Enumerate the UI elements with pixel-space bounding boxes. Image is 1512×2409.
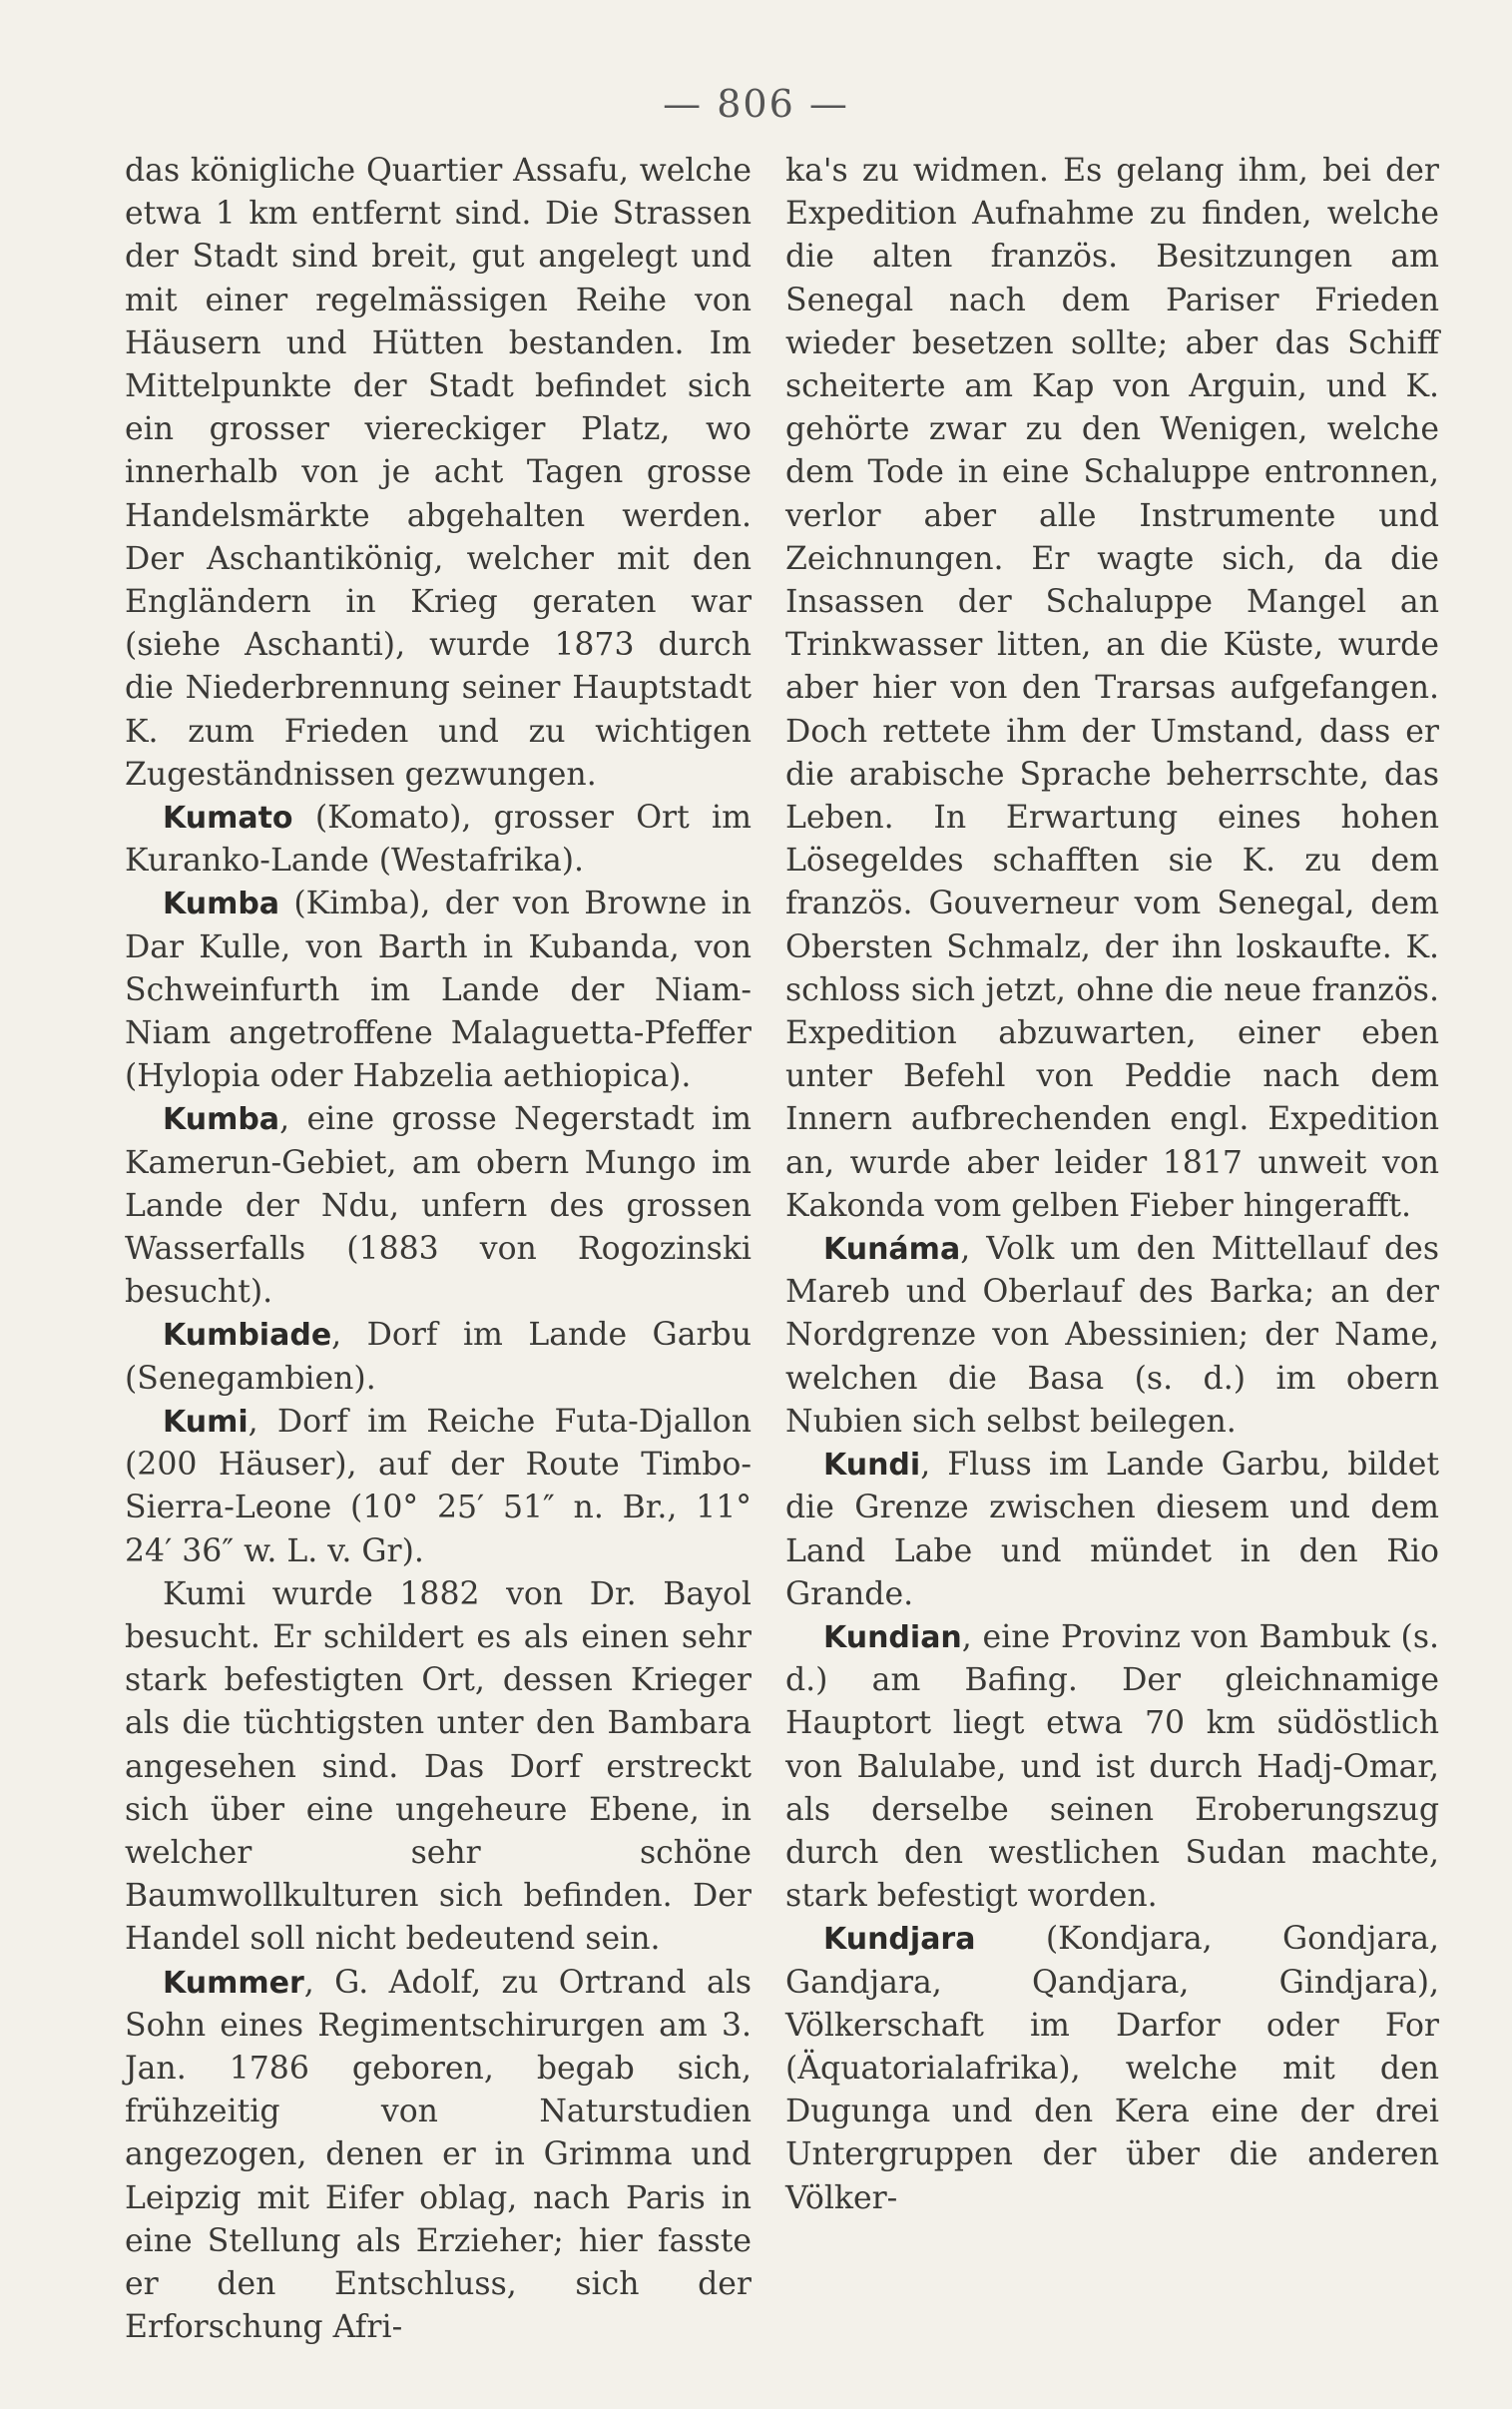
entry-kumbiade xyxy=(125,1314,752,1400)
entry-kumi-continued xyxy=(125,1573,752,1962)
headword: Kumba xyxy=(163,1102,280,1138)
headword: Kundi xyxy=(823,1448,921,1484)
headword: Kundjara xyxy=(823,1922,976,1958)
entry-continuation xyxy=(125,150,752,797)
entry-text: (Kondjara, Gondjara, Gandjara, Qandjara, Gindjara), Völkerschaft im Darfor oder For (Äquatorialafrika), welche mit den Dugunga und den Kera eine der drei Untergruppen der über die anderen Völker- xyxy=(785,1921,1439,2216)
entry-kumba-pepper xyxy=(125,883,752,1098)
page-number: — 806 — xyxy=(663,82,849,126)
entry-kumba-town xyxy=(125,1098,752,1314)
entry-text: ka's zu widmen. Es gelang ihm, bei der Expedition Aufnahme zu finden, welche die alten französ. Besitzungen am Senegal nach dem Pariser Frieden wieder besetzen sollte; aber das Schiff scheiterte am Kap von Arguin, und K. gehörte zwar zu den Wenigen, welche dem Tode in eine Schaluppe entronnen, verlor aber alle Instrumente und Zeichnungen. Er wagte sich, da die Insassen der Schaluppe Mangel an Trinkwasser litten, an die Küste, wurde aber hier von den Trarsas aufgefangen. Doch rettete ihm der Umstand, dass er die arabische Sprache beherrschte, das Leben. In Erwartung eines hohen Lösegeldes schafften sie K. zu dem französ. Gouverneur vom Senegal, dem Obersten Schmalz, der ihn loskaufte. K. schloss sich jetzt, ohne die neue französ. Expedition abzuwarten, einer eben unter Befehl von Peddie nach dem Innern aufbrechenden engl. Expedition an, wurde aber leider 1817 unweit von Kakonda vom gelben Fieber hingerafft. xyxy=(785,153,1439,1224)
entry-kundi xyxy=(785,1444,1439,1616)
headword: Kummer xyxy=(163,1965,304,2001)
entry-kundjara xyxy=(785,1918,1439,2219)
entry-text: (Kimba), der von Browne in Dar Kulle, von Barth in Kubanda, von Schweinfurth im Lande der Niam-Niam angetroffene Malaguetta-Pfeffer (Hylopia oder Habzelia aethiopica). xyxy=(125,886,752,1095)
entry-kumi xyxy=(125,1401,752,1573)
entry-text: (Komato), grosser Ort im Kuranko-Lande (Westafrika). xyxy=(125,800,752,880)
entry-text: , Dorf im Reiche Futa-Djallon (200 Häuser), auf der Route Timbo-Sierra-Leone (10° 25′ 51″ n. Br., 11° 24′ 36″ w. L. v. Gr). xyxy=(125,1403,752,1569)
headword: Kumbiade xyxy=(163,1318,332,1354)
entry-text: , Volk um den Mittellauf des Mareb und Oberlauf des Barka; an der Nordgrenze von Abessinien; der Name, welchen die Basa (s. d.) im obern Nubien sich selbst beilegen. xyxy=(785,1231,1439,1440)
entry-text: Kumi wurde 1882 von Dr. Bayol besucht. Er schildert es als einen sehr stark befestigten Ort, dessen Krieger als die tüchtigsten unter den Bambara angesehen sind. Das Dorf erstreckt sich über eine ungeheure Ebene, in welcher sehr schöne Baumwollkulturen sich befinden. Der Handel soll nicht bedeutend sein. xyxy=(125,1575,752,1958)
entry-text: , eine grosse Negerstadt im Kamerun-Gebiet, am obern Mungo im Lande der Ndu, unfern des grossen Wasserfalls (1883 von Rogozinski besucht). xyxy=(125,1101,752,1311)
entry-text: das königliche Quartier Assafu, welche etwa 1 km entfernt sind. Die Strassen der Stadt sind breit, gut angelegt und mit einer regelmässigen Reihe von Häusern und Hütten bestanden. Im Mittelpunkte der Stadt befindet sich ein grosser viereckiger Platz, wo innerhalb von je acht Tagen grosse Handelsmärkte abgehalten werden. Der Aschantikönig, welcher mit den Engländern in Krieg geraten war (siehe Aschanti), wurde 1873 durch die Niederbrennung seiner Hauptstadt K. zum Frieden und zu wichtigen Zugeständnissen gezwungen. xyxy=(125,153,752,793)
headword: Kumi xyxy=(163,1404,249,1440)
headword: Kumato xyxy=(163,801,293,837)
entry-kummer-continued xyxy=(785,150,1439,1228)
entry-text: , Fluss im Lande Garbu, bildet die Grenze zwischen diesem und dem Land Labe und mündet in den Rio Grande. xyxy=(785,1447,1439,1612)
right-column xyxy=(785,150,1439,2220)
entry-text: , eine Provinz von Bambuk (s. d.) am Bafing. Der gleichnamige Hauptort liegt etwa 70 km südöstlich von Balulabe, und ist durch Hadj-Omar, als derselbe seinen Eroberungszug durch den westlichen Sudan machte, stark befestigt worden. xyxy=(785,1618,1439,1915)
left-column xyxy=(125,150,752,2349)
headword: Kumba xyxy=(163,887,280,922)
entry-kummer xyxy=(125,1962,752,2350)
entry-kundian xyxy=(785,1616,1439,1918)
headword: Kunáma xyxy=(823,1232,961,1268)
entry-text: , G. Adolf, zu Ortrand als Sohn eines Regimentschirurgen am 3. Jan. 1786 geboren, begab sich, frühzeitig von Naturstudien angezogen, denen er in Grimma und Leipzig mit Eifer oblag, nach Paris in eine Stellung als Erzieher; hier fasste er den Entschluss, sich der Erforschung Afri- xyxy=(125,1964,752,2346)
entry-text: , Dorf im Lande Garbu (Senegambien). xyxy=(125,1317,752,1397)
entry-kumato xyxy=(125,797,752,883)
entry-kunama xyxy=(785,1228,1439,1444)
headword: Kundian xyxy=(823,1619,962,1655)
